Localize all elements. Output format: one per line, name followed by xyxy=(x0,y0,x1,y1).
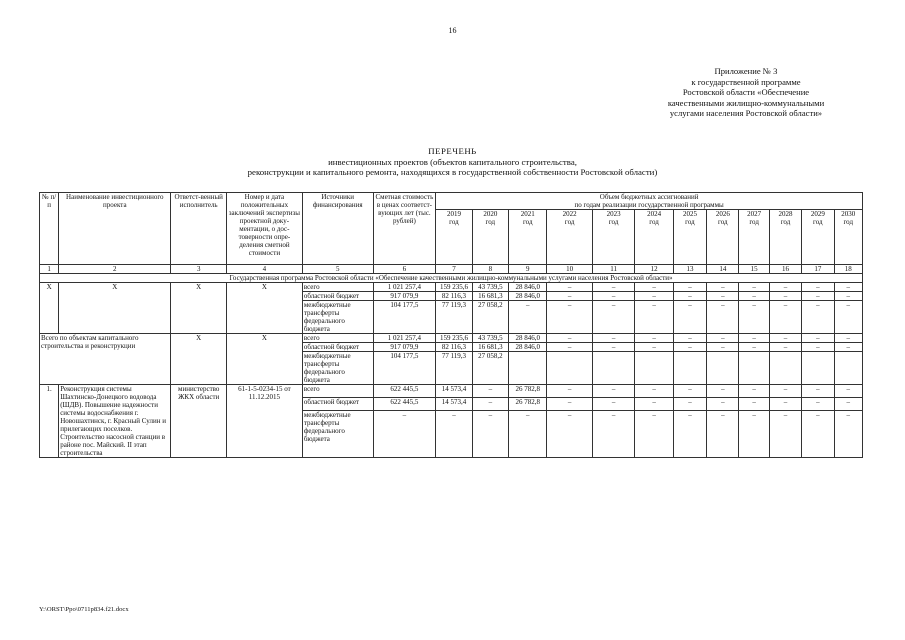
year-amount: – xyxy=(707,283,739,292)
year-header xyxy=(739,210,769,265)
year-amount xyxy=(673,352,706,385)
year-amount: – xyxy=(834,410,863,457)
year-amount: – xyxy=(547,292,592,301)
estimated-cost: 104 177,5 xyxy=(373,301,436,334)
year-header xyxy=(635,210,673,265)
year-amount: – xyxy=(509,410,547,457)
year-amount: – xyxy=(472,410,508,457)
year-amount: – xyxy=(834,283,863,292)
estimated-cost: 1 021 257,4 xyxy=(373,334,436,343)
year-value: 2030 xyxy=(841,210,856,218)
estimated-cost: 622 445,5 xyxy=(373,397,436,410)
row-label: Всего по объектам капитального строительства и реконструкции xyxy=(40,334,171,385)
year-amount: 77 119,3 xyxy=(436,301,472,334)
year-amount: 43 739,5 xyxy=(472,334,508,343)
year-value: 2019 xyxy=(446,210,461,218)
table-row xyxy=(40,334,863,343)
year-header xyxy=(769,210,801,265)
year-amount: – xyxy=(739,410,769,457)
year-amount: – xyxy=(673,283,706,292)
year-amount: 159 235,6 xyxy=(436,283,472,292)
year-amount xyxy=(769,352,801,385)
header-source: Источники финансирования xyxy=(302,193,373,265)
column-number: 2 xyxy=(59,265,171,274)
year-header xyxy=(547,210,592,265)
funding-source: межбюджетные трансферты федерального бюджета xyxy=(302,410,373,457)
estimated-cost: 917 079,9 xyxy=(373,292,436,301)
year-amount: – xyxy=(673,397,706,410)
header-budget: Объем бюджетных ассигнований xyxy=(436,193,863,202)
year-amount: – xyxy=(592,301,634,334)
estimated-cost: – xyxy=(373,410,436,457)
funding-source: областной бюджет xyxy=(302,397,373,410)
column-number: 15 xyxy=(739,265,769,274)
year-amount: – xyxy=(834,301,863,334)
year-amount: – xyxy=(635,283,673,292)
table-row xyxy=(40,385,863,398)
header-executor: Ответст-венный исполнитель xyxy=(171,193,227,265)
year-amount: – xyxy=(739,283,769,292)
row-number: X xyxy=(40,283,59,334)
year-amount: – xyxy=(739,385,769,398)
executor: X xyxy=(171,334,227,385)
appendix-line: к государственной программе xyxy=(691,76,801,87)
year-amount: – xyxy=(635,301,673,334)
year-amount: 28 846,0 xyxy=(509,343,547,352)
year-amount: – xyxy=(547,343,592,352)
conclusion: X xyxy=(227,334,303,385)
year-header xyxy=(472,210,508,265)
year-amount: 14 573,4 xyxy=(436,385,472,398)
investment-projects-table xyxy=(39,192,863,458)
year-amount: – xyxy=(769,283,801,292)
year-amount: – xyxy=(673,301,706,334)
title-main: ПЕРЕЧЕНЬ xyxy=(428,146,477,156)
year-amount: – xyxy=(635,410,673,457)
program-name: Государственная программа Ростовской области «Обеспечение качественными жилищно-коммунальными услугами населения Ростовской области» xyxy=(40,274,863,283)
funding-source: всего xyxy=(302,283,373,292)
year-amount xyxy=(739,352,769,385)
header-name: Наименование инвестиционного проекта xyxy=(59,193,171,265)
funding-source: областной бюджет xyxy=(302,292,373,301)
year-amount: – xyxy=(592,283,634,292)
column-number: 13 xyxy=(673,265,706,274)
year-header xyxy=(509,210,547,265)
document-title xyxy=(0,146,905,178)
year-suffix: год xyxy=(449,218,459,226)
year-amount: – xyxy=(707,292,739,301)
column-number: 8 xyxy=(472,265,508,274)
year-amount: 14 573,4 xyxy=(436,397,472,410)
year-amount: – xyxy=(802,292,834,301)
program-row xyxy=(40,274,863,283)
year-amount: – xyxy=(769,397,801,410)
row-number: 1. xyxy=(40,385,59,458)
year-amount: – xyxy=(802,385,834,398)
column-number: 18 xyxy=(834,265,863,274)
year-amount: – xyxy=(547,301,592,334)
column-number: 5 xyxy=(302,265,373,274)
funding-source: областной бюджет xyxy=(302,343,373,352)
year-amount xyxy=(707,352,739,385)
appendix-line: Приложение № 3 xyxy=(714,66,778,76)
year-amount: – xyxy=(547,397,592,410)
year-amount: 77 119,3 xyxy=(436,352,472,385)
year-amount: – xyxy=(802,410,834,457)
year-value: 2021 xyxy=(520,210,535,218)
title-line: инвестиционных проектов (объектов капитального строительства, xyxy=(328,156,577,167)
year-amount: – xyxy=(635,397,673,410)
year-amount: – xyxy=(673,334,706,343)
year-amount: – xyxy=(834,343,863,352)
year-amount: – xyxy=(802,397,834,410)
project-name: X xyxy=(59,283,171,334)
year-amount: 26 782,8 xyxy=(509,385,547,398)
year-value: 2026 xyxy=(715,210,730,218)
year-amount xyxy=(635,352,673,385)
year-amount: – xyxy=(834,397,863,410)
header-budget-sub: по годам реализации государственной программы xyxy=(436,201,863,210)
executor: X xyxy=(171,283,227,334)
column-number: 7 xyxy=(436,265,472,274)
year-amount: – xyxy=(472,385,508,398)
year-amount xyxy=(509,352,547,385)
year-amount: – xyxy=(739,397,769,410)
year-suffix: год xyxy=(685,218,695,226)
year-amount: 82 116,3 xyxy=(436,292,472,301)
year-suffix: год xyxy=(749,218,759,226)
column-number: 3 xyxy=(171,265,227,274)
appendix-note xyxy=(631,66,861,119)
year-amount: – xyxy=(802,343,834,352)
year-amount: – xyxy=(802,301,834,334)
year-amount: – xyxy=(769,301,801,334)
year-amount: – xyxy=(707,334,739,343)
header-cost: Сметная стоимость в ценах соответст-вующих лет (тыс. рублей) xyxy=(373,193,436,265)
year-amount: – xyxy=(592,385,634,398)
estimated-cost: 1 021 257,4 xyxy=(373,283,436,292)
year-value: 2022 xyxy=(562,210,577,218)
year-suffix: год xyxy=(608,218,619,226)
header-num: № п/п xyxy=(40,193,59,265)
year-value: 2029 xyxy=(810,210,825,218)
year-amount: – xyxy=(436,410,472,457)
year-amount: – xyxy=(739,343,769,352)
funding-source: межбюджетные трансферты федерального бюджета xyxy=(302,352,373,385)
conclusion: 61-1-5-0234-15 от 11.12.2015 xyxy=(227,385,303,458)
appendix-line: услугами населения Ростовской области» xyxy=(669,108,823,119)
year-header xyxy=(436,210,472,265)
year-amount: – xyxy=(769,292,801,301)
year-amount: 159 235,6 xyxy=(436,334,472,343)
year-amount: – xyxy=(592,334,634,343)
year-amount: – xyxy=(834,385,863,398)
year-amount: 27 058,2 xyxy=(472,301,508,334)
year-amount: – xyxy=(635,292,673,301)
column-number: 11 xyxy=(592,265,634,274)
year-amount: – xyxy=(547,334,592,343)
year-value: 2028 xyxy=(778,210,793,218)
year-amount: 28 846,0 xyxy=(509,283,547,292)
year-amount: – xyxy=(547,385,592,398)
year-header xyxy=(673,210,706,265)
year-amount: – xyxy=(707,343,739,352)
year-amount: – xyxy=(635,385,673,398)
year-amount: – xyxy=(802,283,834,292)
year-amount: – xyxy=(739,292,769,301)
funding-source: всего xyxy=(302,385,373,398)
column-number: 1 xyxy=(40,265,59,274)
year-amount xyxy=(834,352,863,385)
year-value: 2025 xyxy=(682,210,697,218)
funding-source: межбюджетные трансферты федерального бюджета xyxy=(302,301,373,334)
year-amount: – xyxy=(547,410,592,457)
year-amount: – xyxy=(802,334,834,343)
year-amount: – xyxy=(472,397,508,410)
year-amount: – xyxy=(673,410,706,457)
year-header xyxy=(707,210,739,265)
year-amount: – xyxy=(592,410,634,457)
year-amount xyxy=(592,352,634,385)
year-amount: 82 116,3 xyxy=(436,343,472,352)
year-suffix: год xyxy=(718,218,728,226)
year-amount: – xyxy=(592,343,634,352)
year-suffix: год xyxy=(843,218,854,226)
year-amount: 43 739,5 xyxy=(472,283,508,292)
year-amount: – xyxy=(769,385,801,398)
year-suffix: год xyxy=(522,218,533,226)
year-amount: 27 058,2 xyxy=(472,352,508,385)
year-amount: – xyxy=(509,301,547,334)
year-amount: 26 782,8 xyxy=(509,397,547,410)
file-path: Y:\ORST\Ppo\0711p834.f21.docx xyxy=(39,606,129,613)
year-suffix: год xyxy=(564,218,575,226)
year-amount: – xyxy=(739,334,769,343)
funding-source: всего xyxy=(302,334,373,343)
appendix-line: качественными жилищно-коммунальными xyxy=(667,97,825,108)
column-number: 4 xyxy=(227,265,303,274)
year-header xyxy=(834,210,863,265)
year-amount: 28 846,0 xyxy=(509,292,547,301)
year-amount: – xyxy=(834,292,863,301)
column-number-row xyxy=(40,265,863,274)
year-header xyxy=(592,210,634,265)
year-amount: – xyxy=(769,343,801,352)
year-amount: – xyxy=(834,334,863,343)
column-number: 12 xyxy=(635,265,673,274)
year-amount: – xyxy=(707,410,739,457)
header-row xyxy=(40,193,863,202)
year-amount xyxy=(802,352,834,385)
year-amount: – xyxy=(769,334,801,343)
year-amount: – xyxy=(707,397,739,410)
conclusion: X xyxy=(227,283,303,334)
year-amount: – xyxy=(635,334,673,343)
year-value: 2027 xyxy=(747,210,762,218)
column-number: 17 xyxy=(802,265,834,274)
year-value: 2020 xyxy=(483,210,498,218)
year-amount: 28 846,0 xyxy=(509,334,547,343)
column-number: 10 xyxy=(547,265,592,274)
year-suffix: год xyxy=(780,218,791,226)
year-amount: – xyxy=(673,385,706,398)
year-amount: – xyxy=(635,343,673,352)
estimated-cost: 104 177,5 xyxy=(373,352,436,385)
year-amount xyxy=(547,352,592,385)
appendix-line: Ростовской области «Обеспечение xyxy=(682,87,810,98)
project-name: Реконструкция системы Шахтинско-Донецкого водовода (ШДВ). Повышение надежности системы водоснабжения г. Новошахтинск, г. Красный Сулин и прилегающих поселков. Строительство насосной станции в районе пос. Майский. II этап строительства xyxy=(59,385,171,458)
year-amount: 16 681,3 xyxy=(472,343,508,352)
estimated-cost: 622 445,5 xyxy=(373,385,436,398)
year-suffix: год xyxy=(813,218,823,226)
year-suffix: год xyxy=(649,218,659,226)
executor: министерство ЖКХ области xyxy=(171,385,227,458)
page-number: 16 xyxy=(448,26,457,35)
year-suffix: год xyxy=(485,218,496,226)
title-line: реконструкции и капитального ремонта, находящихся в государственной собственности Ростовской области) xyxy=(247,167,658,178)
table-row xyxy=(40,283,863,292)
year-value: 2023 xyxy=(606,210,621,218)
year-amount: – xyxy=(592,397,634,410)
year-amount: – xyxy=(547,283,592,292)
header-conclusion: Номер и дата положительных заключений экспертизы проектной доку-ментации, о дос-товерности опре-деления сметной стоимости xyxy=(227,193,303,265)
year-value: 2024 xyxy=(647,210,662,218)
column-number: 14 xyxy=(707,265,739,274)
year-header xyxy=(802,210,834,265)
year-amount: – xyxy=(739,301,769,334)
column-number: 9 xyxy=(509,265,547,274)
year-amount: – xyxy=(707,301,739,334)
year-amount: – xyxy=(592,292,634,301)
estimated-cost: 917 079,9 xyxy=(373,343,436,352)
year-amount: – xyxy=(673,343,706,352)
column-number: 16 xyxy=(769,265,801,274)
column-number: 6 xyxy=(373,265,436,274)
year-amount: 16 681,3 xyxy=(472,292,508,301)
year-amount: – xyxy=(769,410,801,457)
year-amount: – xyxy=(707,385,739,398)
year-amount: – xyxy=(673,292,706,301)
